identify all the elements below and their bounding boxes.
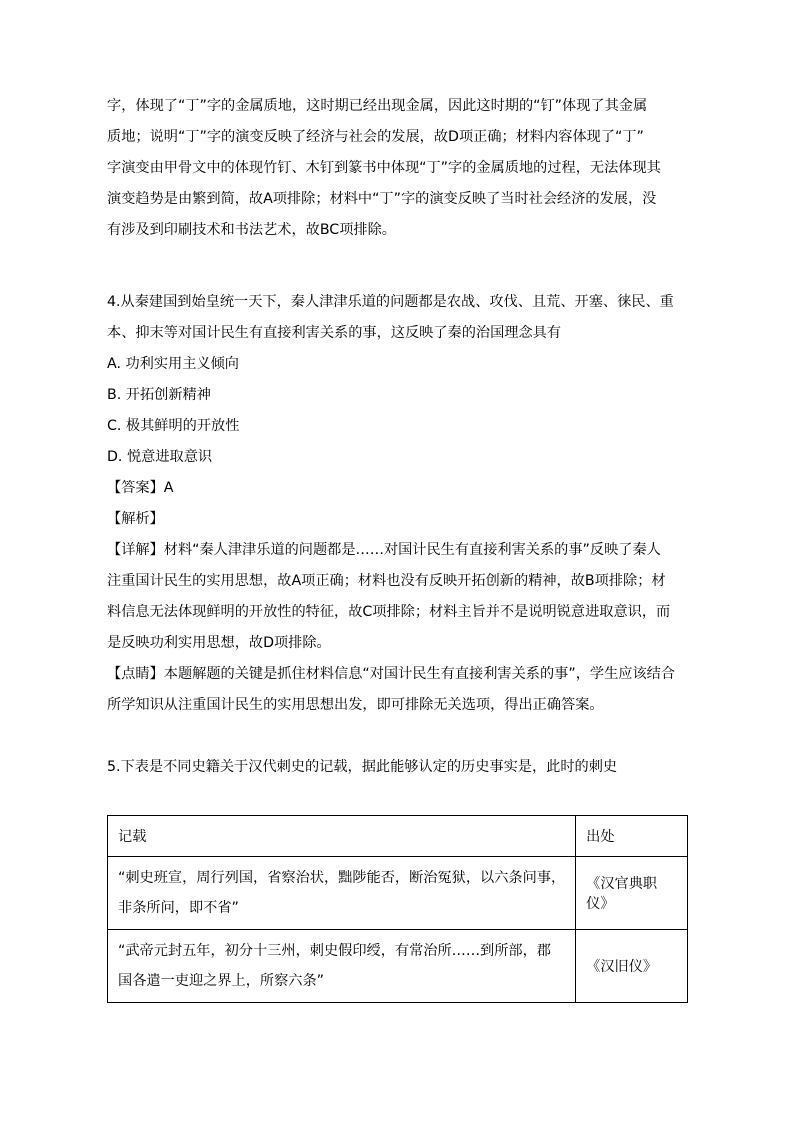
detail-line: 是反映功利实用思想，故D项排除。 <box>107 635 331 651</box>
text-line: 有涉及到印刷技术和书法艺术，故BC项排除。 <box>107 222 396 238</box>
answer-label: 【答案】A <box>107 480 174 496</box>
analysis-label: 【解析】 <box>107 511 164 527</box>
table-header-cell: 记载 <box>108 816 576 857</box>
detail-line: 【详解】材料“秦人津津乐道的问题都是……对国计民生有直接利害关系的事”反映了秦人 <box>107 542 661 558</box>
record-line: “刺史班宣，周行列国，省察治状，黜陟能否，断治冤狱，以六条问事， <box>118 870 566 886</box>
option-c: C. 极其鲜明的开放性 <box>107 418 240 434</box>
record-line: 非条所问，即不省” <box>118 900 239 916</box>
question-stem-line: 4.从秦建国到始皇统一天下，秦人津津乐道的问题都是农战、攻伐、且荒、开塞、徕民、重 <box>107 294 674 310</box>
record-cell <box>108 930 576 1003</box>
option-d: D. 悦意进取意识 <box>107 449 213 465</box>
source-table <box>107 815 688 1003</box>
record-line: 国各遣一吏迎之界上，所察六条” <box>118 973 324 989</box>
source-cell: 《汉旧仪》 <box>576 930 688 1003</box>
text-line: 演变趋势是由繁到简，故A项排除；材料中“丁”字的演变反映了当时社会经济的发展，没 <box>107 191 657 207</box>
question-stem-line: 本、抑末等对国计民生有直接利害关系的事，这反映了秦的治国理念具有 <box>107 325 562 341</box>
table-header-row <box>108 816 688 857</box>
table-row <box>108 857 688 930</box>
text-line: 字演变由甲骨文中的体现竹钉、木钉到篆书中体现“丁”字的金属质地的过程，无法体现其 <box>107 160 661 176</box>
source-cell: 《汉官典职仪》 <box>576 857 688 930</box>
text-line: 字，体现了“丁”字的金属质地，这时期已经出现金属，因此这时期的“钉”体现了其金属 <box>107 98 648 114</box>
table-row <box>108 930 688 1003</box>
option-a: A. 功利实用主义倾向 <box>107 356 239 372</box>
detail-line: 注重国计民生的实用思想，故A项正确；材料也没有反映开拓创新的精神，故B项排除；材 <box>107 573 666 589</box>
table-header-cell: 出处 <box>576 816 688 857</box>
detail-line: 料信息无法体现鲜明的开放性的特征，故C项排除；材料主旨并不是说明锐意进取意识，而 <box>107 604 671 620</box>
option-b: B. 开拓创新精神 <box>107 387 211 403</box>
text-line: 质地；说明“丁”字的演变反映了经济与社会的发展，故D项正确；材料内容体现了“丁” <box>107 129 644 145</box>
comment-line: 所学知识从注重国计民生的实用思想出发，即可排除无关选项，得出正确答案。 <box>107 697 604 713</box>
record-line: “武帝元封五年，初分十三州，刺史假印绶，有常治所……到所部，郡 <box>118 943 551 959</box>
question-stem-line: 5.下表是不同史籍关于汉代刺史的记载，据此能够认定的历史事实是，此时的刺史 <box>107 759 618 775</box>
comment-line: 【点睛】本题解题的关键是抓住材料信息“对国计民生有直接利害关系的事”，学生应该结合 <box>107 666 676 682</box>
record-cell <box>108 857 576 930</box>
